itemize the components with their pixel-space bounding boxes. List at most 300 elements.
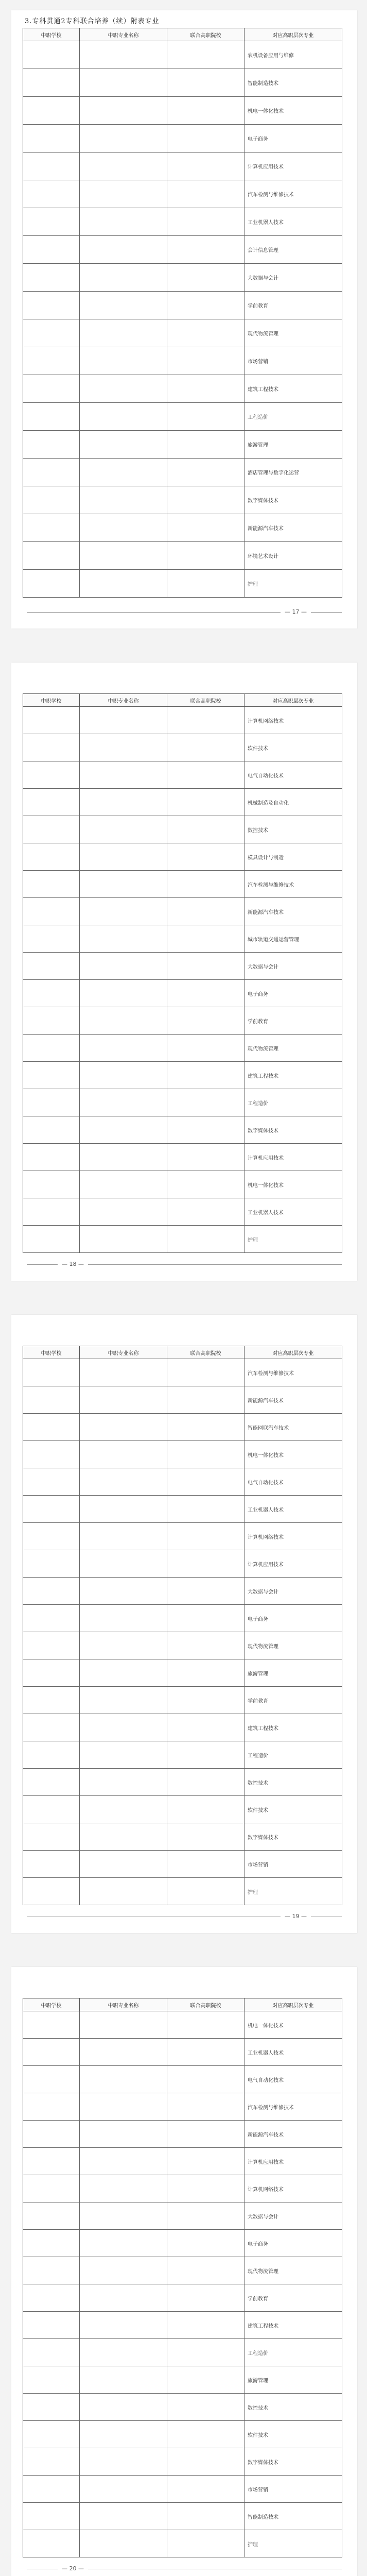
- cell-school: [23, 953, 80, 980]
- cell-major: [80, 1741, 167, 1769]
- cell-uni: [167, 2394, 244, 2421]
- cell-school: [23, 1414, 80, 1441]
- cell-major: [80, 1386, 167, 1414]
- cell-uni: [167, 925, 244, 953]
- cell-school: [23, 542, 80, 570]
- table-row: [23, 1062, 342, 1089]
- cell-program: 护理: [244, 2530, 342, 2557]
- table-row: [23, 2175, 342, 2202]
- cell-program: 计算机网络技术: [244, 707, 342, 734]
- cell-school: [23, 208, 80, 236]
- cell-uni: [167, 459, 244, 486]
- header-school: 中职学校: [23, 1998, 80, 2011]
- cell-uni: [167, 2039, 244, 2066]
- cell-major: [80, 2421, 167, 2448]
- cell-major: [80, 41, 167, 69]
- cell-program: 汽车检测与维修技术: [244, 871, 342, 898]
- cell-uni: [167, 1659, 244, 1687]
- cell-program: 护理: [244, 1226, 342, 1253]
- cell-major: [80, 2230, 167, 2257]
- table-row: [23, 925, 342, 953]
- cell-major: [80, 2448, 167, 2476]
- cell-uni: [167, 2093, 244, 2121]
- cell-uni: [167, 1116, 244, 1144]
- cell-major: [80, 459, 167, 486]
- cell-school: [23, 1578, 80, 1605]
- cell-school: [23, 707, 80, 734]
- cell-school: [23, 2312, 80, 2339]
- table-row: [23, 1414, 342, 1441]
- cell-program: 数控技术: [244, 2394, 342, 2421]
- cell-uni: [167, 1550, 244, 1578]
- cell-program: 智能网联汽车技术: [244, 1414, 342, 1441]
- cell-school: [23, 180, 80, 208]
- table-row: [23, 1659, 342, 1687]
- cell-program: 工业机器人技术: [244, 1198, 342, 1226]
- cell-program: 机电一体化技术: [244, 2011, 342, 2039]
- table-row: [23, 1714, 342, 1741]
- header-university: 联合高职院校: [167, 1998, 244, 2011]
- cell-program: 建筑工程技术: [244, 375, 342, 403]
- cell-program: 环境艺术设计: [244, 542, 342, 570]
- cell-program: 机电一体化技术: [244, 97, 342, 125]
- table-header-row: [23, 1346, 342, 1359]
- cell-school: [23, 1796, 80, 1823]
- cell-major: [80, 2257, 167, 2284]
- cell-uni: [167, 1851, 244, 1878]
- cell-program: 市场营销: [244, 2476, 342, 2503]
- cell-school: [23, 2476, 80, 2503]
- cell-school: [23, 1226, 80, 1253]
- cell-program: 工程造价: [244, 1741, 342, 1769]
- cell-program: 机电一体化技术: [244, 1171, 342, 1198]
- cell-school: [23, 2448, 80, 2476]
- cell-program: 新能源汽车技术: [244, 1386, 342, 1414]
- cell-program: 建筑工程技术: [244, 2312, 342, 2339]
- table-row: [23, 707, 342, 734]
- cell-program: 旅游管理: [244, 2366, 342, 2394]
- cell-uni: [167, 1441, 244, 1468]
- table-row: [23, 1769, 342, 1796]
- table-row: [23, 816, 342, 843]
- cell-major: [80, 125, 167, 152]
- cell-uni: [167, 2284, 244, 2312]
- cell-uni: [167, 41, 244, 69]
- cell-major: [80, 734, 167, 761]
- cell-school: [23, 1823, 80, 1851]
- cell-school: [23, 789, 80, 816]
- cell-major: [80, 1144, 167, 1171]
- cell-uni: [167, 1359, 244, 1386]
- cell-uni: [167, 2230, 244, 2257]
- header-major: 中职专业名称: [80, 1998, 167, 2011]
- cell-program: 现代物流管理: [244, 1632, 342, 1659]
- cell-program: 市场营销: [244, 347, 342, 375]
- table-row: [23, 789, 342, 816]
- cell-uni: [167, 514, 244, 542]
- cell-program: 智能制造技术: [244, 2503, 342, 2530]
- document-page: [11, 663, 357, 1281]
- cell-major: [80, 953, 167, 980]
- cell-major: [80, 403, 167, 431]
- table-row: [23, 41, 342, 69]
- cell-uni: [167, 1089, 244, 1116]
- table-row: [23, 898, 342, 925]
- cell-school: [23, 152, 80, 180]
- cell-major: [80, 980, 167, 1007]
- table-row: [23, 1851, 342, 1878]
- cell-major: [80, 1605, 167, 1632]
- cell-school: [23, 2066, 80, 2093]
- cell-school: [23, 1116, 80, 1144]
- header-program: 对应高职层次专业: [244, 1998, 342, 2011]
- cell-major: [80, 2011, 167, 2039]
- cell-uni: [167, 1386, 244, 1414]
- cell-school: [23, 1714, 80, 1741]
- cell-major: [80, 1769, 167, 1796]
- cell-major: [80, 1550, 167, 1578]
- cell-major: [80, 1007, 167, 1035]
- cell-program: 会计信息管理: [244, 236, 342, 264]
- cell-uni: [167, 1414, 244, 1441]
- cell-school: [23, 2530, 80, 2557]
- cell-major: [80, 2366, 167, 2394]
- cell-uni: [167, 208, 244, 236]
- table-row: [23, 2339, 342, 2366]
- cell-uni: [167, 2202, 244, 2230]
- cell-program: 工业机器人技术: [244, 1496, 342, 1523]
- program-table: [23, 693, 342, 1253]
- cell-uni: [167, 1171, 244, 1198]
- cell-uni: [167, 1226, 244, 1253]
- cell-program: 电子商务: [244, 125, 342, 152]
- cell-major: [80, 1062, 167, 1089]
- cell-uni: [167, 1741, 244, 1769]
- cell-major: [80, 542, 167, 570]
- cell-uni: [167, 2530, 244, 2557]
- cell-uni: [167, 2148, 244, 2175]
- cell-uni: [167, 707, 244, 734]
- cell-major: [80, 292, 167, 319]
- cell-major: [80, 1632, 167, 1659]
- cell-program: 汽车检测与维修技术: [244, 180, 342, 208]
- cell-program: 数控技术: [244, 1769, 342, 1796]
- header-major: 中职专业名称: [80, 28, 167, 41]
- table-row: [23, 1605, 342, 1632]
- cell-program: 软件技术: [244, 2421, 342, 2448]
- table-row: [23, 152, 342, 180]
- table-row: [23, 180, 342, 208]
- table-row: [23, 264, 342, 292]
- document-page: [11, 1315, 357, 1933]
- cell-major: [80, 1089, 167, 1116]
- cell-major: [80, 1359, 167, 1386]
- page-title: 3.专科贯通2专科联合培养（续）附表专业: [25, 18, 160, 25]
- cell-program: 电气自动化技术: [244, 1468, 342, 1496]
- cell-school: [23, 375, 80, 403]
- cell-school: [23, 2202, 80, 2230]
- cell-major: [80, 2503, 167, 2530]
- table-row: [23, 2230, 342, 2257]
- cell-school: [23, 1605, 80, 1632]
- cell-program: 市场营销: [244, 1851, 342, 1878]
- cell-school: [23, 843, 80, 871]
- cell-school: [23, 1550, 80, 1578]
- cell-program: 机械制造及自动化: [244, 789, 342, 816]
- cell-uni: [167, 2503, 244, 2530]
- cell-uni: [167, 1796, 244, 1823]
- table-row: [23, 2284, 342, 2312]
- cell-school: [23, 2148, 80, 2175]
- cell-program: 旅游管理: [244, 431, 342, 459]
- cell-uni: [167, 1769, 244, 1796]
- cell-school: [23, 2230, 80, 2257]
- cell-school: [23, 898, 80, 925]
- cell-uni: [167, 2366, 244, 2394]
- cell-uni: [167, 2066, 244, 2093]
- cell-school: [23, 1007, 80, 1035]
- table-row: [23, 292, 342, 319]
- cell-program: 工程造价: [244, 2339, 342, 2366]
- cell-uni: [167, 1007, 244, 1035]
- table-row: [23, 2366, 342, 2394]
- header-program: 对应高职层次专业: [244, 1346, 342, 1359]
- cell-uni: [167, 125, 244, 152]
- cell-uni: [167, 816, 244, 843]
- cell-program: 计算机应用技术: [244, 1550, 342, 1578]
- cell-uni: [167, 2476, 244, 2503]
- cell-uni: [167, 236, 244, 264]
- table-row: [23, 1144, 342, 1171]
- cell-school: [23, 570, 80, 598]
- cell-program: 新能源汽车技术: [244, 514, 342, 542]
- table-row: [23, 871, 342, 898]
- cell-major: [80, 1171, 167, 1198]
- cell-school: [23, 264, 80, 292]
- cell-school: [23, 97, 80, 125]
- cell-uni: [167, 1823, 244, 1851]
- cell-school: [23, 2421, 80, 2448]
- cell-program: 计算机应用技术: [244, 152, 342, 180]
- cell-major: [80, 347, 167, 375]
- table-row: [23, 843, 342, 871]
- cell-school: [23, 2284, 80, 2312]
- cell-major: [80, 871, 167, 898]
- cell-school: [23, 1171, 80, 1198]
- table-row: [23, 953, 342, 980]
- cell-major: [80, 1468, 167, 1496]
- table-row: [23, 2421, 342, 2448]
- cell-uni: [167, 843, 244, 871]
- cell-major: [80, 2202, 167, 2230]
- cell-program: 计算机网络技术: [244, 2175, 342, 2202]
- table-row: [23, 2011, 342, 2039]
- table-row: [23, 319, 342, 347]
- cell-school: [23, 1035, 80, 1062]
- header-university: 联合高职院校: [167, 1346, 244, 1359]
- cell-major: [80, 236, 167, 264]
- header-program: 对应高职层次专业: [244, 694, 342, 707]
- cell-program: 数字媒体技术: [244, 1116, 342, 1144]
- cell-uni: [167, 1878, 244, 1905]
- cell-school: [23, 2121, 80, 2148]
- cell-program: 数字媒体技术: [244, 1823, 342, 1851]
- cell-school: [23, 1468, 80, 1496]
- cell-major: [80, 2148, 167, 2175]
- cell-major: [80, 264, 167, 292]
- document-page: [11, 10, 357, 629]
- table-row: [23, 542, 342, 570]
- cell-school: [23, 1441, 80, 1468]
- cell-uni: [167, 152, 244, 180]
- table-header-row: [23, 1998, 342, 2011]
- table-row: [23, 514, 342, 542]
- cell-major: [80, 2476, 167, 2503]
- cell-uni: [167, 403, 244, 431]
- cell-program: 大数据与会计: [244, 1578, 342, 1605]
- cell-uni: [167, 180, 244, 208]
- cell-major: [80, 1116, 167, 1144]
- table-row: [23, 1632, 342, 1659]
- cell-program: 学前教育: [244, 2284, 342, 2312]
- cell-major: [80, 789, 167, 816]
- cell-school: [23, 292, 80, 319]
- cell-uni: [167, 789, 244, 816]
- header-school: 中职学校: [23, 28, 80, 41]
- cell-uni: [167, 292, 244, 319]
- table-row: [23, 1741, 342, 1769]
- cell-major: [80, 1659, 167, 1687]
- cell-program: 现代物流管理: [244, 319, 342, 347]
- cell-school: [23, 319, 80, 347]
- page-number: — 19 —: [281, 1912, 311, 1921]
- cell-uni: [167, 2121, 244, 2148]
- table-row: [23, 2448, 342, 2476]
- cell-major: [80, 1687, 167, 1714]
- cell-uni: [167, 570, 244, 598]
- cell-program: 数字媒体技术: [244, 2448, 342, 2476]
- cell-uni: [167, 264, 244, 292]
- cell-uni: [167, 734, 244, 761]
- cell-school: [23, 1523, 80, 1550]
- cell-major: [80, 925, 167, 953]
- program-table: [23, 28, 342, 598]
- cell-school: [23, 2039, 80, 2066]
- table-row: [23, 2039, 342, 2066]
- program-table: [23, 1346, 342, 1905]
- cell-uni: [167, 1496, 244, 1523]
- cell-program: 软件技术: [244, 734, 342, 761]
- header-school: 中职学校: [23, 1346, 80, 1359]
- table-row: [23, 1386, 342, 1414]
- table-row: [23, 1007, 342, 1035]
- cell-uni: [167, 69, 244, 97]
- table-row: [23, 1198, 342, 1226]
- cell-program: 旅游管理: [244, 1659, 342, 1687]
- cell-school: [23, 514, 80, 542]
- table-row: [23, 1089, 342, 1116]
- cell-program: 现代物流管理: [244, 2257, 342, 2284]
- table-row: [23, 2312, 342, 2339]
- page-number: — 18 —: [58, 1260, 88, 1268]
- cell-school: [23, 734, 80, 761]
- cell-school: [23, 1359, 80, 1386]
- cell-major: [80, 1714, 167, 1741]
- table-row: [23, 1496, 342, 1523]
- cell-school: [23, 2093, 80, 2121]
- document-page: [11, 1967, 357, 2576]
- table-row: [23, 431, 342, 459]
- cell-major: [80, 1823, 167, 1851]
- page-footer: [27, 608, 342, 616]
- cell-school: [23, 1089, 80, 1116]
- table-row: [23, 1171, 342, 1198]
- cell-uni: [167, 2011, 244, 2039]
- cell-uni: [167, 1605, 244, 1632]
- cell-program: 电子商务: [244, 2230, 342, 2257]
- page-number: — 17 —: [281, 608, 311, 616]
- cell-program: 数控技术: [244, 816, 342, 843]
- cell-uni: [167, 2312, 244, 2339]
- cell-program: 护理: [244, 1878, 342, 1905]
- cell-uni: [167, 2257, 244, 2284]
- cell-major: [80, 843, 167, 871]
- cell-school: [23, 2011, 80, 2039]
- table-row: [23, 69, 342, 97]
- cell-school: [23, 2339, 80, 2366]
- table-row: [23, 486, 342, 514]
- cell-major: [80, 319, 167, 347]
- cell-major: [80, 2530, 167, 2557]
- header-program: 对应高职层次专业: [244, 28, 342, 41]
- cell-school: [23, 431, 80, 459]
- table-row: [23, 2066, 342, 2093]
- cell-program: 计算机网络技术: [244, 1523, 342, 1550]
- cell-uni: [167, 871, 244, 898]
- cell-school: [23, 816, 80, 843]
- table-row: [23, 980, 342, 1007]
- cell-school: [23, 486, 80, 514]
- cell-uni: [167, 2339, 244, 2366]
- header-major: 中职专业名称: [80, 1346, 167, 1359]
- cell-school: [23, 1741, 80, 1769]
- page-footer: [27, 1912, 342, 1921]
- cell-program: 新能源汽车技术: [244, 2121, 342, 2148]
- cell-uni: [167, 761, 244, 789]
- cell-major: [80, 898, 167, 925]
- cell-major: [80, 97, 167, 125]
- cell-program: 新能源汽车技术: [244, 898, 342, 925]
- cell-school: [23, 125, 80, 152]
- table-row: [23, 2148, 342, 2175]
- cell-program: 智能制造技术: [244, 69, 342, 97]
- table-row: [23, 2394, 342, 2421]
- cell-major: [80, 1441, 167, 1468]
- cell-uni: [167, 1523, 244, 1550]
- cell-program: 机电一体化技术: [244, 1441, 342, 1468]
- cell-major: [80, 1578, 167, 1605]
- table-row: [23, 125, 342, 152]
- table-row: [23, 1687, 342, 1714]
- cell-program: 电子商务: [244, 1605, 342, 1632]
- table-row: [23, 97, 342, 125]
- table-header-row: [23, 694, 342, 707]
- table-row: [23, 347, 342, 375]
- cell-major: [80, 1198, 167, 1226]
- cell-school: [23, 1144, 80, 1171]
- header-school: 中职学校: [23, 694, 80, 707]
- cell-school: [23, 980, 80, 1007]
